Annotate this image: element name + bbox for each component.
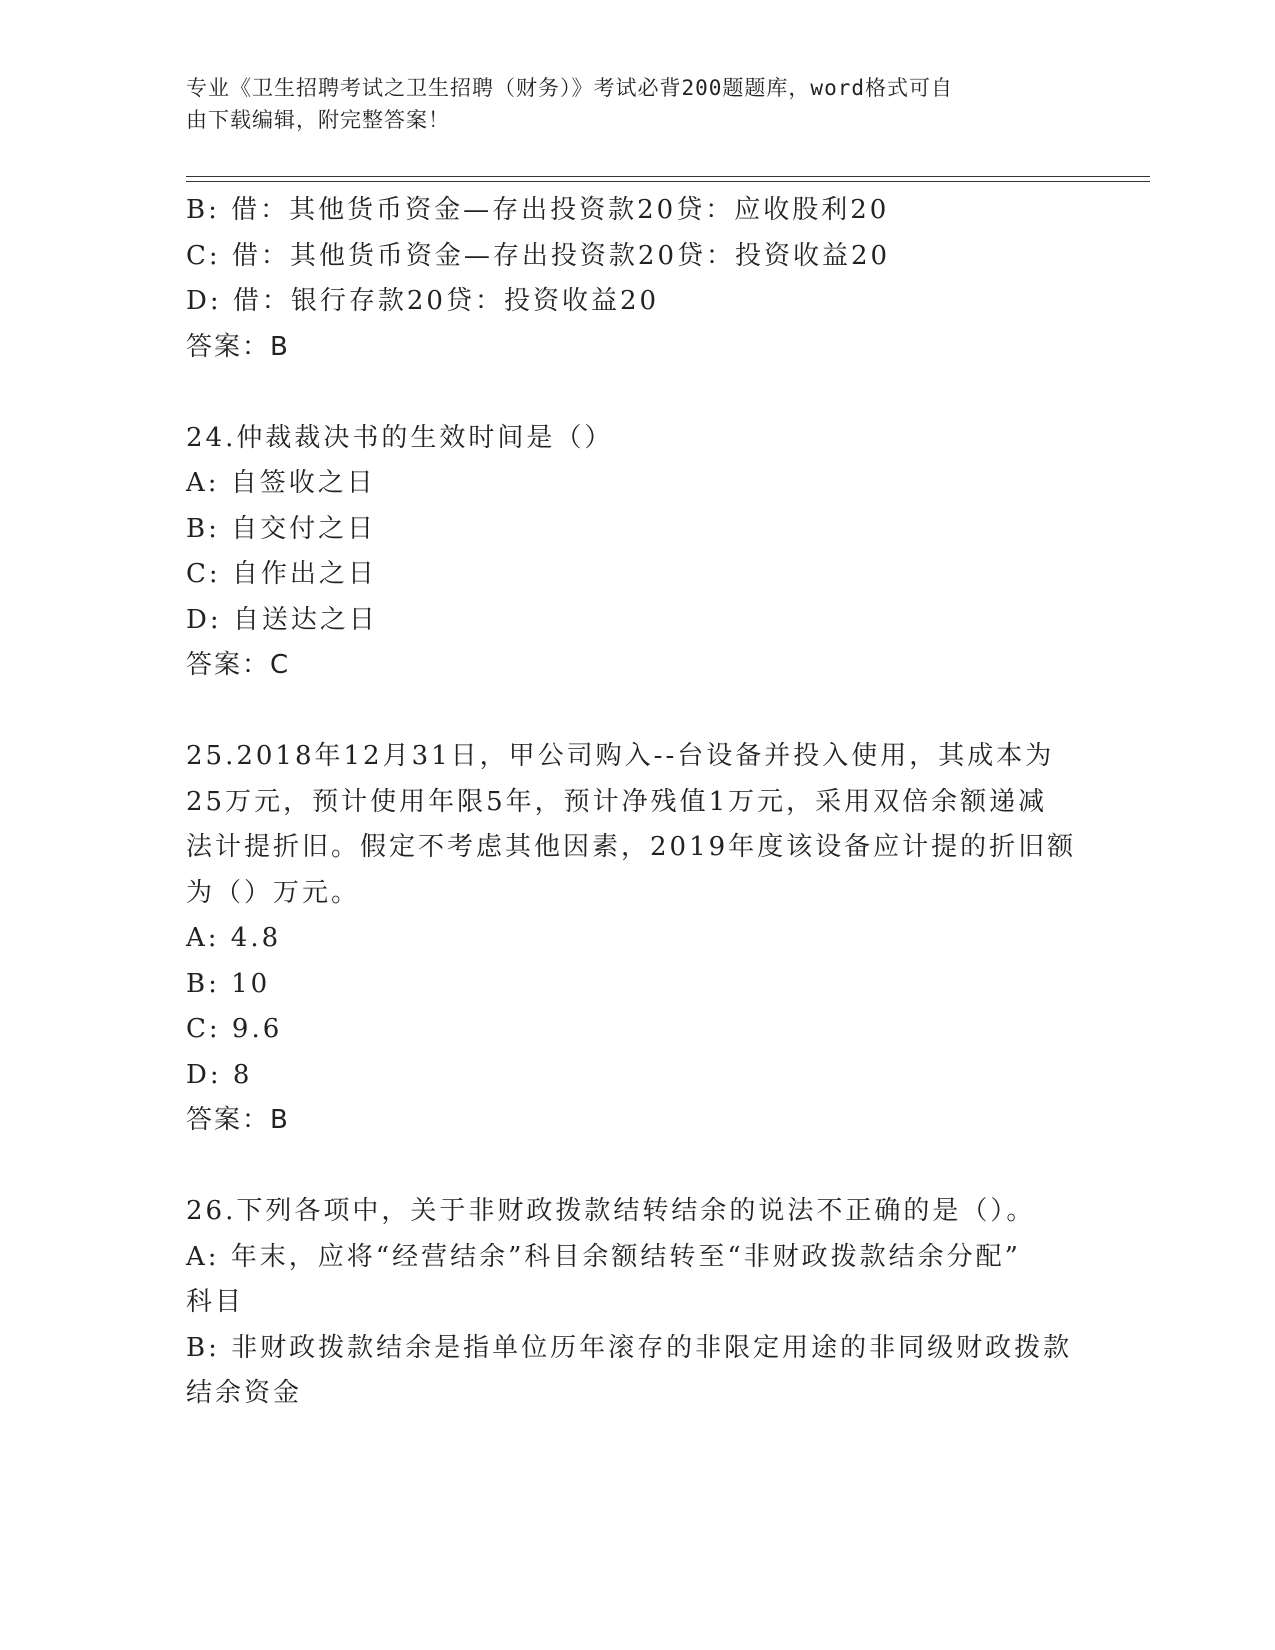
q26-option-a-line-2: 科目 xyxy=(186,1287,245,1317)
header-title-line-1: 专业《卫生招聘考试之卫生招聘（财务）》考试必背200题题库，word格式可自 xyxy=(186,76,953,100)
question-content xyxy=(186,188,1076,1417)
q23-answer: 答案：B xyxy=(186,331,290,362)
q24-option-a: A: 自签收之日 xyxy=(186,468,376,498)
q24-option-c: C: 自作出之日 xyxy=(186,559,377,589)
q25-option-c: C: 9.6 xyxy=(186,1014,283,1044)
q25-answer: 答案：B xyxy=(186,1105,290,1135)
q23-option-d: D: 借：银行存款20贷：投资收益20 xyxy=(186,286,660,316)
q24-option-d: D: 自送达之日 xyxy=(186,604,378,635)
q23-option-c: C: 借：其他货币资金—存出投资款20贷：投资收益20 xyxy=(186,240,891,271)
q26-option-b-line-2: 结余资金 xyxy=(186,1378,303,1408)
q25-option-a: A: 4.8 xyxy=(186,923,282,953)
q26-option-a-line-1: A: 年末，应将“经营结余”科目余额结转至“非财政拨款结余分配” xyxy=(186,1241,1021,1272)
q24-question: 24.仲裁裁决书的生效时间是（） xyxy=(186,422,614,453)
question-25 xyxy=(186,734,1076,1144)
q24-answer: 答案：C xyxy=(186,650,291,680)
q25-option-b: B: 10 xyxy=(186,968,271,999)
q25-question-line-4: 为（）万元。 xyxy=(186,877,361,908)
question-23-partial xyxy=(186,188,1076,370)
q24-option-b: B: 自交付之日 xyxy=(186,513,377,544)
header-divider-bottom xyxy=(186,181,1150,182)
q23-option-b: B: 借：其他货币资金—存出投资款20贷：应收股利20 xyxy=(186,195,890,225)
q26-question: 26.下列各项中，关于非财政拨款结转结余的说法不正确的是（）。 xyxy=(186,1196,1036,1226)
question-26 xyxy=(186,1189,1076,1417)
spacer xyxy=(186,370,1076,416)
header-divider-top xyxy=(186,176,1150,177)
spacer xyxy=(186,1144,1076,1190)
q26-option-b-line-1: B: 非财政拨款结余是指单位历年滚存的非限定用途的非同级财政拨款 xyxy=(186,1332,1073,1363)
q25-question-line-1: 25.2018年12月31日，甲公司购入--台设备并投入使用，其成本为 xyxy=(186,741,1055,771)
question-24 xyxy=(186,416,1076,689)
header-title-line-2: 由下载编辑，附完整答案！ xyxy=(186,108,450,132)
q25-option-d: D: 8 xyxy=(186,1059,253,1090)
q25-question-line-3: 法计提折旧。假定不考虑其他因素，2019年度该设备应计提的折旧额 xyxy=(186,832,1077,862)
document-header xyxy=(186,72,1066,136)
spacer xyxy=(186,689,1076,735)
q25-question-line-2: 25万元，预计使用年限5年，预计净残值1万元，采用双倍余额递减 xyxy=(186,786,1048,817)
